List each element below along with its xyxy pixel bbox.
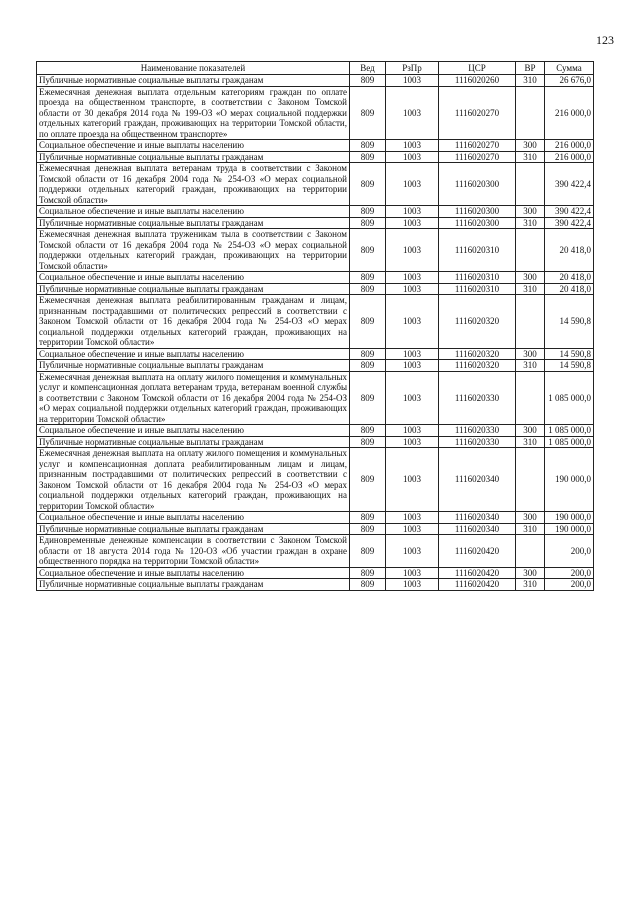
cell-sum: 390 422,4 [545,206,594,218]
cell-name: Социальное обеспечение и иные выплаты населению [37,206,350,218]
cell-csr: 1116020320 [439,360,516,372]
cell-csr: 1116020300 [439,206,516,218]
cell-name: Социальное обеспечение и иные выплаты населению [37,512,350,524]
cell-ved: 809 [350,163,386,206]
cell-rzpr: 1003 [386,348,439,360]
cell-sum: 216 000,0 [545,86,594,140]
cell-ved: 809 [350,448,386,512]
cell-csr: 1116020340 [439,448,516,512]
cell-sum: 190 000,0 [545,512,594,524]
cell-rzpr: 1003 [386,272,439,284]
header-vr: ВР [516,62,545,75]
cell-rzpr: 1003 [386,229,439,272]
cell-rzpr: 1003 [386,75,439,87]
cell-ved: 809 [350,217,386,229]
table-row [37,163,594,206]
cell-vr: 310 [516,579,545,591]
cell-vr: 300 [516,512,545,524]
cell-ved: 809 [350,295,386,349]
cell-vr: 310 [516,75,545,87]
cell-name: Социальное обеспечение и иные выплаты населению [37,140,350,152]
cell-ved: 809 [350,151,386,163]
cell-csr: 1116020310 [439,229,516,272]
cell-name: Публичные нормативные социальные выплаты гражданам [37,579,350,591]
cell-sum: 200,0 [545,535,594,568]
cell-name: Ежемесячная денежная выплата на оплату жилого помещения и коммунальных услуг и компенсационная доплата реабилитированным лицам и лицам, признанным пострадавшими от политических репрессий в соответствии с Законом Томской области от 16 декабря 2004 года № 254-ОЗ «О мерах социальной поддержки отдельных категорий граждан, проживающих на территории Томской области» [37,448,350,512]
cell-ved: 809 [350,272,386,284]
cell-rzpr: 1003 [386,163,439,206]
table-header-row [37,62,594,75]
cell-name: Публичные нормативные социальные выплаты гражданам [37,523,350,535]
cell-ved: 809 [350,425,386,437]
table-row [37,567,594,579]
cell-csr: 1116020340 [439,512,516,524]
table-row [37,283,594,295]
cell-rzpr: 1003 [386,217,439,229]
cell-name: Ежемесячная денежная выплата труженикам тыла в соответствии с Законом Томской области от 16 декабря 2004 года № 254-ОЗ «О мерах социальной поддержки отдельных категорий граждан, проживающих на территории Томской области» [37,229,350,272]
cell-vr: 310 [516,217,545,229]
table-row [37,229,594,272]
table-row [37,206,594,218]
cell-name: Публичные нормативные социальные выплаты гражданам [37,75,350,87]
table-row [37,448,594,512]
cell-sum: 14 590,8 [545,348,594,360]
cell-sum: 20 418,0 [545,229,594,272]
cell-sum: 390 422,4 [545,163,594,206]
cell-ved: 809 [350,436,386,448]
cell-vr [516,229,545,272]
cell-vr: 310 [516,151,545,163]
cell-ved: 809 [350,229,386,272]
cell-rzpr: 1003 [386,283,439,295]
header-ved: Вед [350,62,386,75]
cell-ved: 809 [350,371,386,425]
table-row [37,86,594,140]
budget-table [36,61,594,591]
cell-name: Социальное обеспечение и иные выплаты населению [37,272,350,284]
cell-rzpr: 1003 [386,448,439,512]
cell-csr: 1116020420 [439,579,516,591]
cell-sum: 390 422,4 [545,217,594,229]
header-name: Наименование показателей [37,62,350,75]
cell-sum: 216 000,0 [545,151,594,163]
cell-csr: 1116020330 [439,425,516,437]
cell-name: Ежемесячная денежная выплата отдельным категориям граждан по оплате проезда на общественном транспорте, в соответствии с Законом Томской области от 30 декабря 2014 года № 199-ОЗ «О мерах социальной поддержки отдельных категорий граждан, проживающих на территории Томской области, по оплате проезда на общественном транспорте» [37,86,350,140]
table-row [37,151,594,163]
table-row [37,535,594,568]
cell-rzpr: 1003 [386,567,439,579]
cell-sum: 216 000,0 [545,140,594,152]
cell-name: Единовременные денежные компенсации в соответствии с Законом Томской области от 18 августа 2014 года № 120-ОЗ «Об участии граждан в охране общественного порядка на территории Томской области» [37,535,350,568]
cell-ved: 809 [350,535,386,568]
cell-sum: 1 085 000,0 [545,425,594,437]
header-csr: ЦСР [439,62,516,75]
cell-name: Социальное обеспечение и иные выплаты населению [37,348,350,360]
cell-name: Ежемесячная денежная выплата ветеранам труда в соответствии с Законом Томской области от 16 декабря 2004 года № 254-ОЗ «О мерах социальной поддержки отдельных категорий граждан, проживающих на территории Томской области» [37,163,350,206]
cell-sum: 190 000,0 [545,523,594,535]
cell-rzpr: 1003 [386,140,439,152]
cell-vr [516,163,545,206]
cell-vr [516,295,545,349]
cell-sum: 1 085 000,0 [545,436,594,448]
cell-vr [516,535,545,568]
table-row [37,436,594,448]
cell-vr: 300 [516,140,545,152]
cell-rzpr: 1003 [386,206,439,218]
table-row [37,348,594,360]
cell-vr: 310 [516,523,545,535]
cell-name: Ежемесячная денежная выплата на оплату жилого помещения и коммунальных услуг и компенсационная доплата ветеранам труда, ветеранам военной службы в соответствии с Законом Томской области от 16 декабря 2004 года № 254-ОЗ «О мерах социальной поддержки отдельных категорий граждан, проживающих на территории Томской области» [37,371,350,425]
cell-rzpr: 1003 [386,579,439,591]
cell-rzpr: 1003 [386,295,439,349]
cell-ved: 809 [350,512,386,524]
cell-name: Публичные нормативные социальные выплаты гражданам [37,436,350,448]
cell-name: Публичные нормативные социальные выплаты гражданам [37,360,350,372]
table-row [37,140,594,152]
table-row [37,75,594,87]
cell-csr: 1116020420 [439,567,516,579]
cell-rzpr: 1003 [386,86,439,140]
header-rzpr: РзПр [386,62,439,75]
table-row [37,371,594,425]
cell-csr: 1116020420 [439,535,516,568]
cell-vr: 300 [516,272,545,284]
cell-csr: 1116020260 [439,75,516,87]
cell-sum: 14 590,8 [545,360,594,372]
cell-csr: 1116020330 [439,436,516,448]
cell-csr: 1116020300 [439,217,516,229]
cell-ved: 809 [350,523,386,535]
table-row [37,217,594,229]
cell-vr: 310 [516,436,545,448]
cell-vr: 300 [516,348,545,360]
cell-vr [516,448,545,512]
cell-vr: 310 [516,283,545,295]
cell-rzpr: 1003 [386,535,439,568]
cell-ved: 809 [350,360,386,372]
cell-vr: 300 [516,206,545,218]
cell-name: Социальное обеспечение и иные выплаты населению [37,425,350,437]
cell-csr: 1116020340 [439,523,516,535]
cell-rzpr: 1003 [386,436,439,448]
cell-rzpr: 1003 [386,360,439,372]
cell-name: Ежемесячная денежная выплата реабилитированным гражданам и лицам, признанным пострадавшими от политических репрессий в соответствии с Законом Томской области от 16 декабря 2004 года № 254-ОЗ «О мерах социальной поддержки отдельных категорий граждан, проживающих на территории Томской области» [37,295,350,349]
cell-sum: 20 418,0 [545,283,594,295]
cell-csr: 1116020270 [439,140,516,152]
cell-sum: 1 085 000,0 [545,371,594,425]
cell-csr: 1116020310 [439,283,516,295]
cell-name: Социальное обеспечение и иные выплаты населению [37,567,350,579]
cell-rzpr: 1003 [386,151,439,163]
cell-csr: 1116020320 [439,348,516,360]
cell-name: Публичные нормативные социальные выплаты гражданам [37,283,350,295]
cell-ved: 809 [350,567,386,579]
cell-sum: 190 000,0 [545,448,594,512]
cell-ved: 809 [350,75,386,87]
table-row [37,512,594,524]
cell-sum: 200,0 [545,567,594,579]
table-row [37,425,594,437]
cell-vr [516,86,545,140]
cell-vr: 300 [516,425,545,437]
page-number: 123 [596,33,614,47]
cell-name: Публичные нормативные социальные выплаты гражданам [37,217,350,229]
cell-csr: 1116020270 [439,86,516,140]
table-row [37,360,594,372]
cell-ved: 809 [350,579,386,591]
cell-csr: 1116020300 [439,163,516,206]
table-row [37,272,594,284]
cell-vr: 300 [516,567,545,579]
table-row [37,579,594,591]
table-row [37,295,594,349]
cell-csr: 1116020320 [439,295,516,349]
cell-ved: 809 [350,140,386,152]
header-sum: Сумма [545,62,594,75]
cell-rzpr: 1003 [386,523,439,535]
cell-csr: 1116020270 [439,151,516,163]
cell-vr [516,371,545,425]
cell-ved: 809 [350,348,386,360]
cell-ved: 809 [350,86,386,140]
cell-sum: 200,0 [545,579,594,591]
cell-rzpr: 1003 [386,512,439,524]
table-row [37,523,594,535]
cell-csr: 1116020330 [439,371,516,425]
cell-name: Публичные нормативные социальные выплаты гражданам [37,151,350,163]
cell-csr: 1116020310 [439,272,516,284]
cell-ved: 809 [350,206,386,218]
cell-vr: 310 [516,360,545,372]
cell-sum: 26 676,0 [545,75,594,87]
cell-ved: 809 [350,283,386,295]
cell-rzpr: 1003 [386,425,439,437]
cell-sum: 14 590,8 [545,295,594,349]
cell-sum: 20 418,0 [545,272,594,284]
cell-rzpr: 1003 [386,371,439,425]
